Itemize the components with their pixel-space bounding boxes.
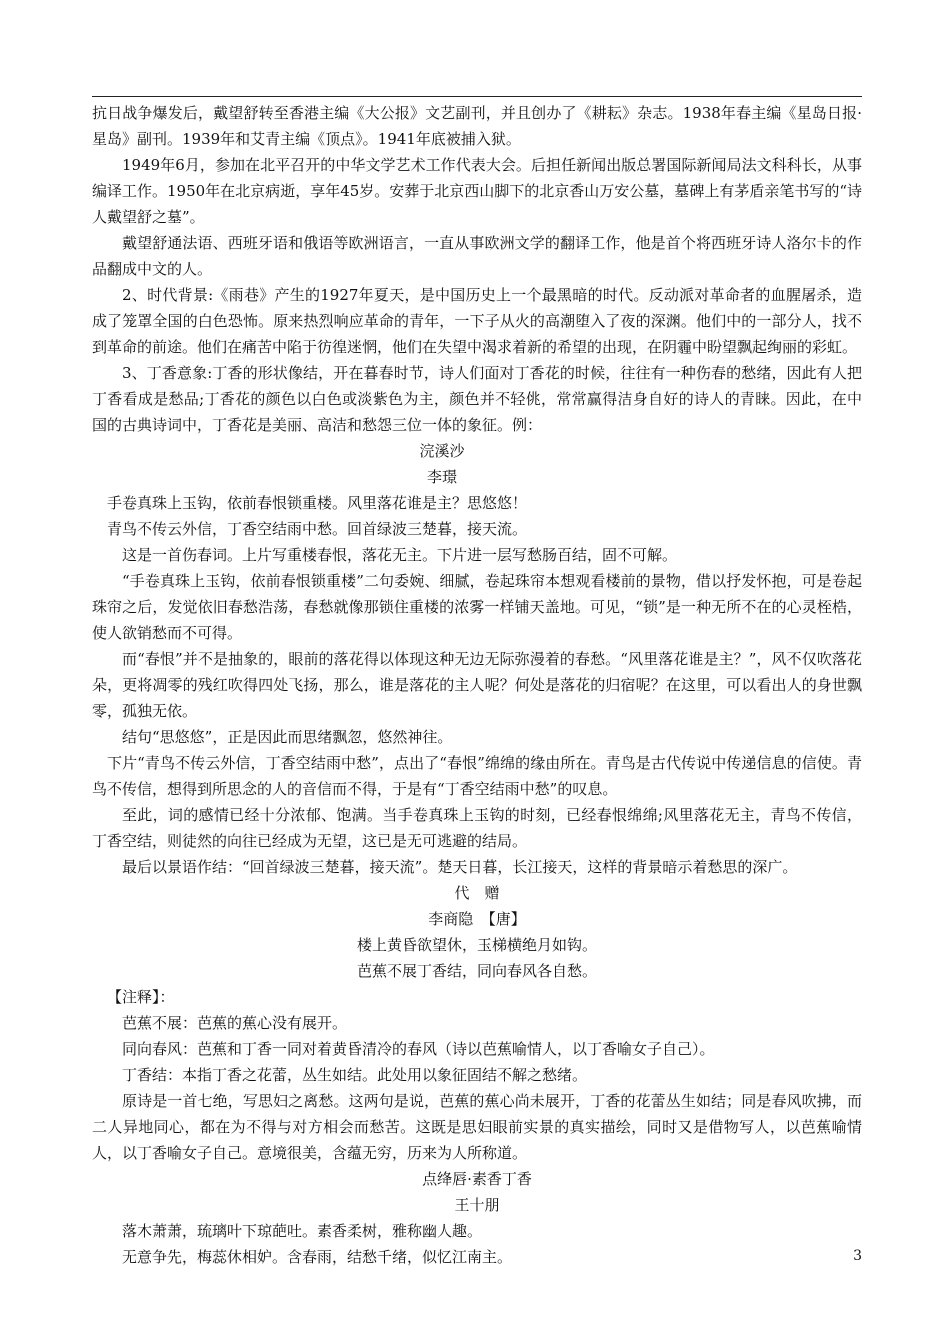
poem-line: 手卷真珠上玉钩，依前春恨锁重楼。风里落花谁是主？思悠悠！ [107,494,528,512]
paragraph: 1949年6月，参加在北平召开的中华文学艺术工作代表大会。后担任新闻出版总署国际新闻局法文科科长，从事编译工作。1950年在北京病逝，享年45岁。安葬于北京西山脚下的北京香山万安公墓，墓碑上有茅盾亲笔书写的“诗人戴望舒之墓”。 [92,156,862,226]
paragraph: 至此，词的感情已经十分浓郁、饱满。当手卷真珠上玉钩的时刻，已经春恨绵绵;风里落花无主，青鸟不传信，丁香空结，则徒然的向往已经成为无望，这已是无可逃避的结局。 [92,806,862,850]
paragraph: 最后以景语作结：“回首绿波三楚暮，接天流”。楚天日暮，长江接天，这样的背景暗示着愁思的深广。 [122,858,798,876]
note-item: 丁香结：本指丁香之花蕾，丛生如结。此处用以象征固结不解之愁绪。 [122,1066,588,1084]
poem-title: 浣溪沙 [419,442,465,460]
paragraph: 戴望舒通法语、西班牙语和俄语等欧洲语言，一直从事欧洲文学的翻译工作，他是首个将西班牙诗人洛尔卡的作品翻成中文的人。 [92,234,862,278]
page-number: 3 [853,1248,862,1264]
poem-author: 李璟 [426,468,457,486]
paragraph: 抗日战争爆发后，戴望舒转至香港主编《大公报》文艺副刊，并且创办了《耕耘》杂志。1938年春主编《星岛日报·星岛》副刊。1939年和艾青主编《顶点》。1941年底被捕入狱。 [92,104,862,148]
poem-line: 无意争先，梅蕊休相妒。含春雨，结愁千绪，似忆江南主。 [122,1248,513,1266]
paragraph: 结句“思悠悠”，正是因此而思绪飘忽，悠然神往。 [122,728,453,746]
header-rule [92,96,862,97]
paragraph: 2、时代背景:《雨巷》产生的1927年夏天，是中国历史上一个最黑暗的时代。反动派对革命者的血腥屠杀，造成了笼罩全国的白色恐怖。原来热烈响应革命的青年，一下子从火的高潮堕入了夜的深渊。他们中的一部分人，找不到革命的前途。他们在痛苦中陷于彷徨迷惘，他们在失望中渴求着新的希望的出现，在阴霾中盼望飘起绚丽的彩虹。 [92,286,862,356]
poem-line: 芭蕉不展丁香结，同向春风各自愁。 [356,962,597,980]
note-item: 同向春风：芭蕉和丁香一同对着黄昏清冷的春风（诗以芭蕉喻情人，以丁香喻女子自己）。 [122,1040,715,1058]
paragraph: 原诗是一首七绝，写思妇之离愁。这两句是说，芭蕉的蕉心尚未展开，丁香的花蕾丛生如结；同是春风吹拂，而二人异地同心，都在为不得与对方相会而愁苦。这既是思妇眼前实景的真实描绘，同时又是借物写人，以芭蕉喻情人，以丁香喻女子自己。意境很美，含蕴无穷，历来为人所称道。 [92,1092,862,1162]
poem-author: 李商隐 【唐】 [428,910,526,928]
poem-title: 点绛唇·素香丁香 [422,1170,532,1188]
poem-line: 落木萧萧，琉璃叶下琼葩吐。素香柔树，雅称幽人趣。 [122,1222,483,1240]
document-body [92,100,862,1270]
paragraph: 下片“青鸟不传云外信，丁香空结雨中愁”，点出了“春恨”绵绵的缘由所在。青鸟是古代传说中传递信息的信使。青鸟不传信，想得到所思念的人的音信而不得，于是有“丁香空结雨中愁”的叹息。 [92,754,862,798]
note-item: 芭蕉不展：芭蕉的蕉心没有展开。 [122,1014,348,1032]
notes-heading: 【注释】： [107,988,175,1006]
paragraph: 3、丁香意象:丁香的形状像结，开在暮春时节，诗人们面对丁香花的时候，往往有一种伤春的愁绪，因此有人把丁香看成是愁品;丁香花的颜色以白色或淡紫色为主，颜色并不轻佻，常常赢得洁身自好的诗人的青睐。因此，在中国的古典诗词中，丁香花是美丽、高洁和愁怨三位一体的象征。例： [92,364,862,434]
poem-line: 楼上黄昏欲望休，玉梯横绝月如钩。 [356,936,597,954]
poem-title: 代 赠 [454,884,500,902]
paragraph: 而“春恨”并不是抽象的，眼前的落花得以体现这种无边无际弥漫着的春愁。“风里落花谁是主？”，风不仅吹落花朵，更将凋零的残红吹得四处飞扬，那么，谁是落花的主人呢？何处是落花的归宿呢？在这里，可以看出人的身世飘零，孤独无依。 [92,650,862,720]
paragraph: 这是一首伤春词。上片写重楼春恨，落花无主。下片进一层写愁肠百结，固不可解。 [122,546,678,564]
poem-line: 青鸟不传云外信，丁香空结雨中愁。回首绿波三楚暮，接天流。 [107,520,528,538]
paragraph: “手卷真珠上玉钩，依前春恨锁重楼”二句委婉、细腻，卷起珠帘本想观看楼前的景物，借以抒发怀抱，可是卷起珠帘之后，发觉依旧春愁浩荡，春愁就像那锁住重楼的浓雾一样铺天盖地。可见，“锁”是一种无所不在的心灵桎梏，使人欲销愁而不可得。 [92,572,862,642]
poem-author: 王十朋 [454,1196,500,1214]
